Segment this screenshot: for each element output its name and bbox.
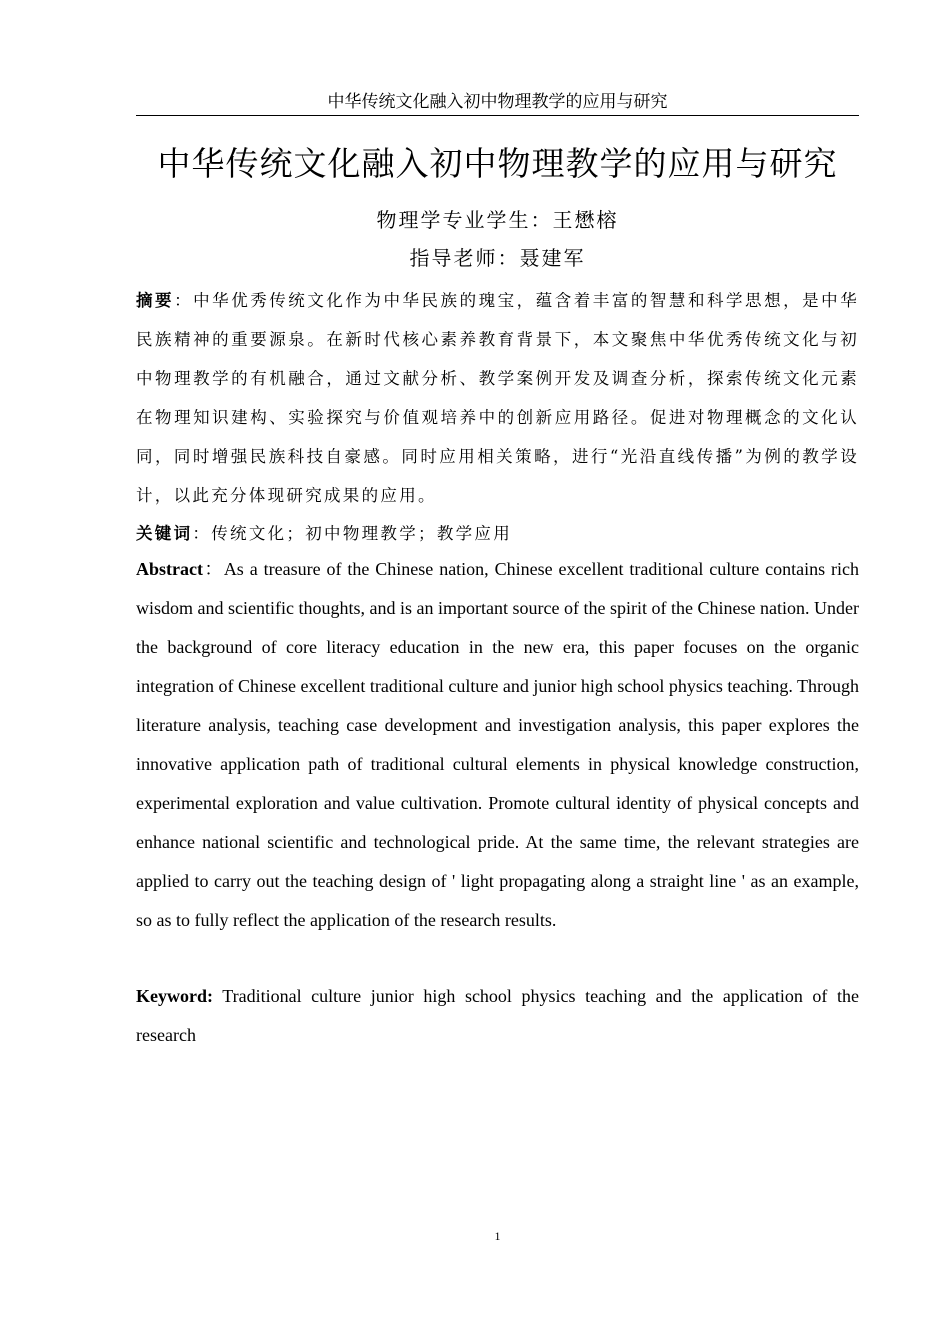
chinese-abstract-separator: ：	[174, 291, 194, 310]
running-header: 中华传统文化融入初中物理教学的应用与研究	[327, 92, 668, 112]
page-number: 1	[494, 1229, 501, 1243]
english-keywords	[136, 977, 859, 1055]
paper-title: 中华传统文化融入初中物理教学的应用与研究	[157, 144, 838, 183]
student-author: 物理学专业学生：王懋榕	[376, 208, 619, 232]
header-divider	[136, 115, 859, 116]
chinese-abstract-label: 摘要	[136, 291, 175, 310]
chinese-keywords-separator: ：	[192, 524, 212, 543]
english-abstract	[136, 550, 859, 940]
english-abstract-label: Abstract	[136, 559, 203, 579]
english-abstract-text: As a treasure of the Chinese nation, Chinese excellent traditional culture contains rich wisdom and scientific thoughts, and is an important source of the spirit of the Chinese nation. Under the background of core literacy education in the new era, this paper focuses on the organic integration of Chinese excellent traditional culture and junior high school physics teaching. Through literature analysis, teaching case development and investigation analysis, this paper explores the innovative application path of traditional cultural elements in physical knowledge construction, experimental exploration and value cultivation. Promote cultural identity of physical concepts and enhance national scientific and technological pride. At the same time, the relevant strategies are applied to carry out the teaching design of ' light propagating along a straight line ' as an example, so as to fully reflect the application of the research results.	[136, 559, 860, 930]
chinese-abstract	[136, 281, 859, 515]
chinese-abstract-text: 中华优秀传统文化作为中华民族的瑰宝，蕴含着丰富的智慧和科学思想，是中华民族精神的重要源泉。在新时代核心素养教育背景下，本文聚焦中华优秀传统文化与初中物理教学的有机融合，通过文献分析、教学案例开发及调查分析，探索传统文化元素在物理知识建构、实验探究与价值观培养中的创新应用路径。促进对物理概念的文化认同，同时增强民族科技自豪感。同时应用相关策略，进行“光沿直线传播”为例的教学设计，以此充分体现研究成果的应用。	[136, 291, 860, 505]
english-abstract-separator: ：	[202, 559, 224, 579]
english-keywords-label: Keyword:	[136, 986, 213, 1006]
chinese-keywords-text: 传统文化；初中物理教学；教学应用	[211, 524, 513, 543]
english-keywords-text: Traditional culture junior high school physics teaching and the application of the research	[136, 986, 859, 1045]
advisor-name: 指导老师：聂建军	[409, 246, 586, 270]
chinese-keywords	[136, 514, 859, 553]
chinese-keywords-label: 关键词	[136, 524, 193, 543]
